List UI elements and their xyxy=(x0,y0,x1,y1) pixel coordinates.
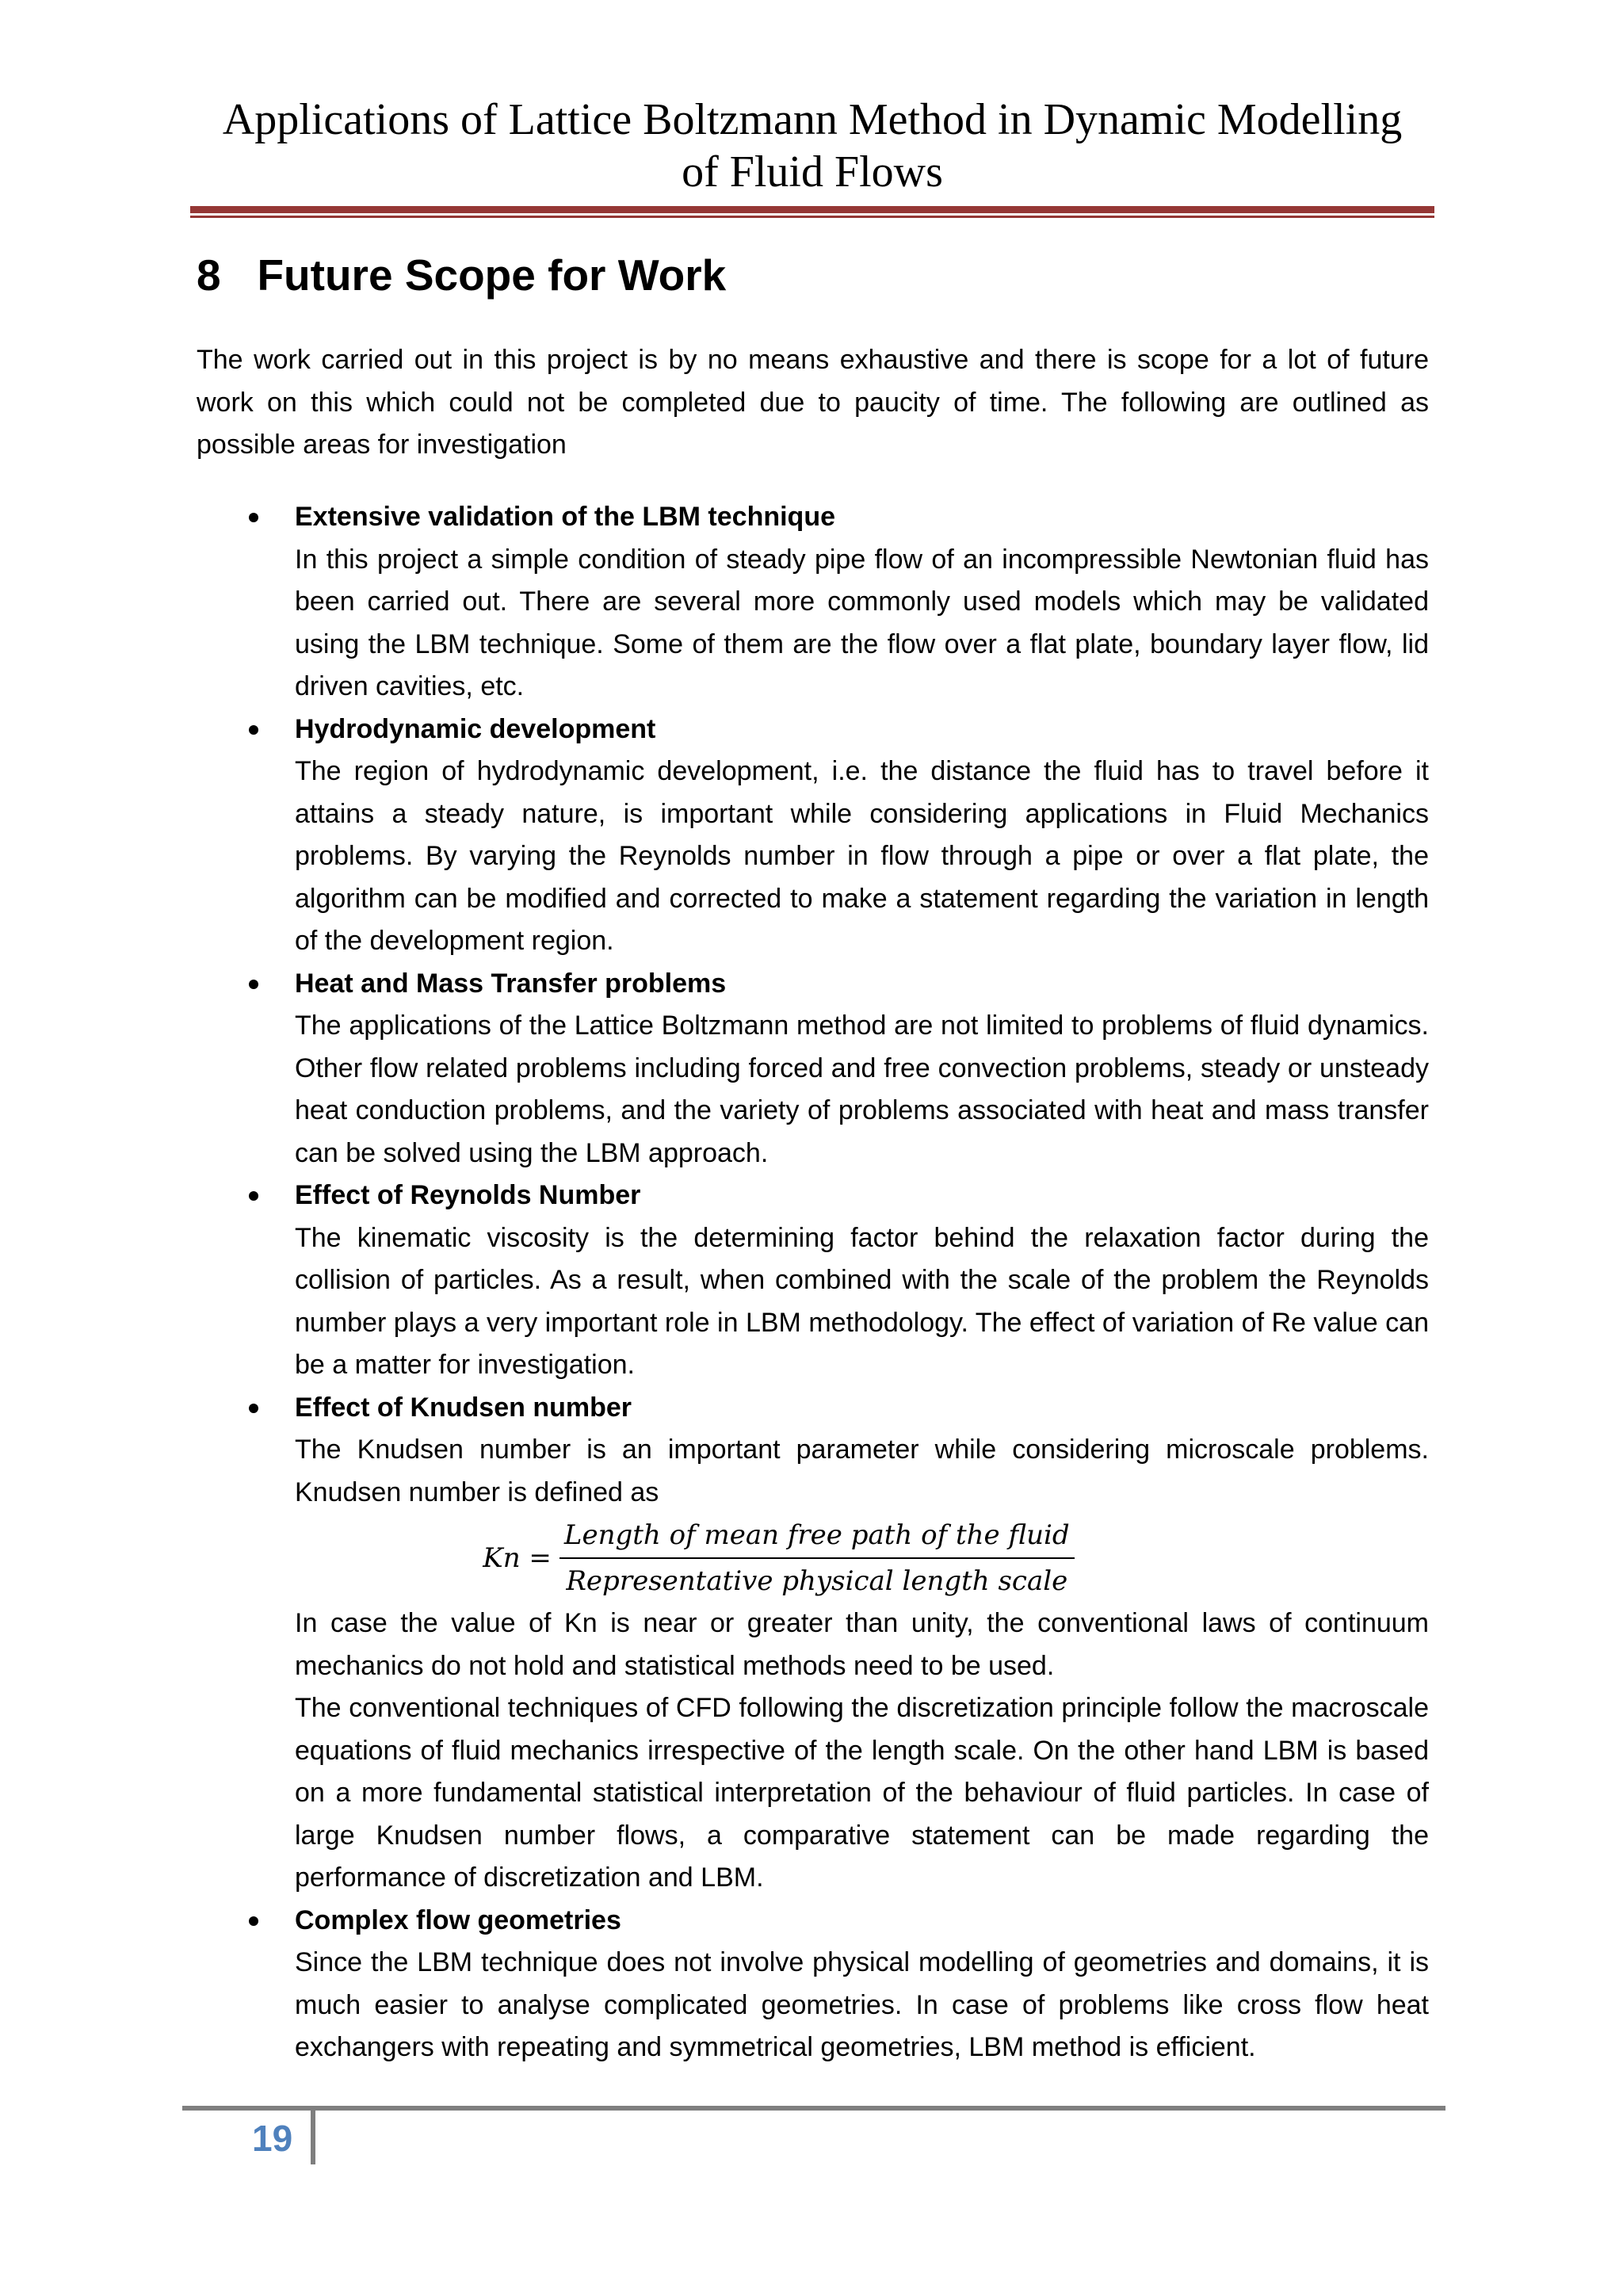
list-item-hydrodynamic xyxy=(197,709,1429,963)
bullet-icon xyxy=(249,1916,258,1926)
item-text: In case the value of Kn is near or greater than unity, the conventional laws of continuum mechanics do not hold and statistical methods need to be used. xyxy=(295,1608,1429,1681)
header-rule-thin xyxy=(190,216,1434,218)
item-title: Heat and Mass Transfer problems xyxy=(295,968,727,999)
footer-rule xyxy=(182,2106,1445,2111)
item-text: Since the LBM technique does not involve physical modelling of geometries and domains, it is much easier to analyse complicated geometries. In case of problems like cross flow heat exchangers with repeating and symmetrical geometries, LBM method is efficient. xyxy=(295,1947,1429,2062)
item-text: The kinematic viscosity is the determining factor behind the relaxation factor during the collision of particles. As a result, when combined with the scale of the problem the Reynolds number plays a very important role in LBM methodology. The effect of variation of Re value can be a matter for investigation. xyxy=(295,1222,1429,1380)
intro-paragraph: The work carried out in this project is by no means exhaustive and there is scope for a lot of future work on this which could not be completed due to paucity of time. The following are outlined as possible areas for investigation xyxy=(197,345,1429,460)
bullet-icon xyxy=(249,980,258,989)
list-item-complex-geometries xyxy=(197,1900,1429,2069)
knudsen-formula xyxy=(128,1514,1429,1603)
page-number: 19 xyxy=(252,2118,293,2159)
item-text: The region of hydrodynamic development, i.e. the distance the fluid has to travel before it attains a steady nature, is important while considering applications in Fluid Mechanics problems. By varying the Reynolds number in flow through a pipe or over a flat plate, the algorithm can be modified and corrected to make a statement regarding the variation in length of the development region. xyxy=(295,756,1429,956)
item-text: In this project a simple condition of steady pipe flow of an incompressible Newtonian fluid has been carried out. There are several more commonly used models which may be validated using the LBM technique. Some of them are the flow over a flat plate, boundary layer flow, lid driven cavities, etc. xyxy=(295,544,1429,701)
running-header-line-1: Applications of Lattice Boltzmann Method in Dynamic Modelling xyxy=(222,95,1403,144)
bullet-icon xyxy=(249,725,258,735)
item-title: Effect of Reynolds Number xyxy=(295,1180,641,1210)
list-item-validation xyxy=(197,496,1429,709)
chapter-heading xyxy=(197,247,726,303)
item-title: Hydrodynamic development xyxy=(295,713,656,744)
footer-divider xyxy=(311,2111,315,2164)
running-header xyxy=(190,94,1434,198)
item-title: Extensive validation of the LBM technique xyxy=(295,502,835,532)
bullet-icon xyxy=(249,513,258,522)
formula-denominator: Representative physical length scale xyxy=(566,1565,1068,1597)
item-title: Effect of Knudsen number xyxy=(295,1392,632,1423)
list-item-knudsen xyxy=(197,1387,1429,1900)
formula-numerator: Length of mean free path of the fluid xyxy=(559,1518,1075,1559)
item-text: The Knudsen number is an important parameter while considering microscale problems. Knudsen number is defined as xyxy=(295,1435,1429,1507)
chapter-title: Future Scope for Work xyxy=(257,250,727,300)
header-rule xyxy=(190,206,1434,213)
item-text: The applications of the Lattice Boltzmann method are not limited to problems of fluid dynamics. Other flow related problems including forced and free convection problems, steady or unsteady heat conduction problems, and the variety of problems associated with heat and mass transfer can be solved using the LBM approach. xyxy=(295,1010,1429,1168)
list-item-heat-mass xyxy=(197,963,1429,1175)
running-header-line-2: of Fluid Flows xyxy=(682,147,943,197)
bullet-icon xyxy=(249,1404,258,1413)
item-title: Complex flow geometries xyxy=(295,1904,621,1935)
list-item-reynolds xyxy=(197,1175,1429,1387)
item-text: The conventional techniques of CFD following the discretization principle follow the macroscale equations of fluid mechanics irrespective of the length scale. On the other hand LBM is based on a more fundamental statistical interpretation of the behaviour of fluid particles. In case of large Knudsen number flows, a comparative statement can be made regarding the performance of discretization and LBM. xyxy=(295,1693,1429,1893)
formula-fraction xyxy=(559,1518,1075,1599)
future-work-list xyxy=(197,496,1429,2069)
bullet-icon xyxy=(249,1191,258,1201)
chapter-number: 8 xyxy=(197,250,221,300)
formula-lhs: Kn = xyxy=(483,1542,552,1574)
